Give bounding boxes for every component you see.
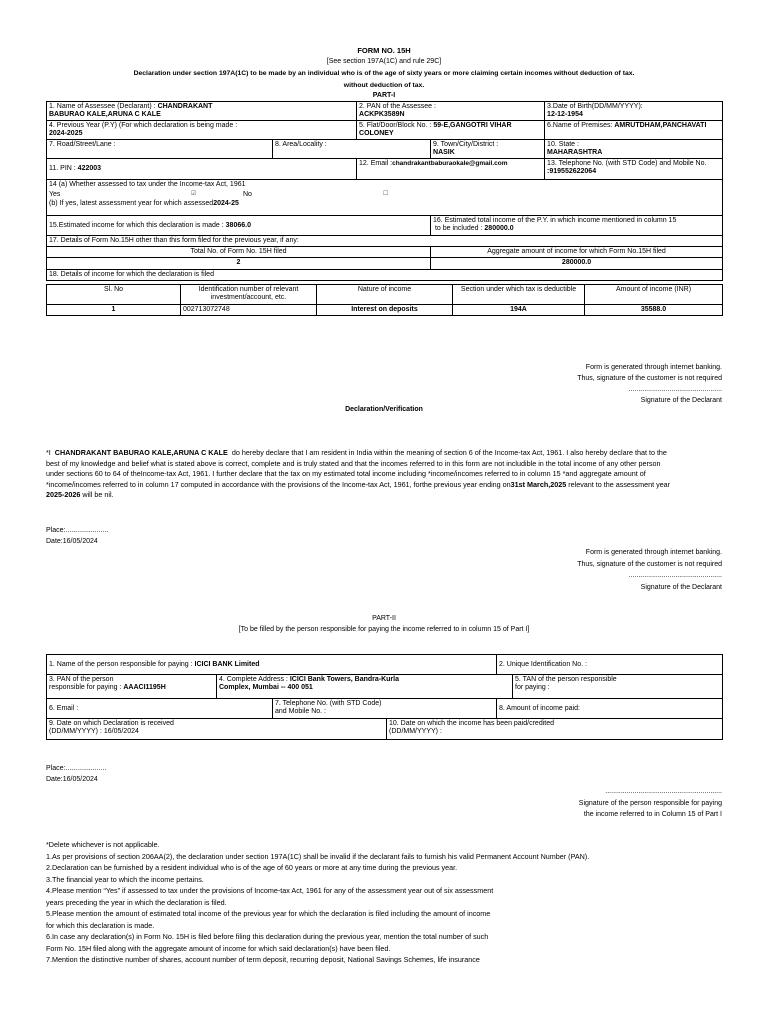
signature-not-required-note: Thus, signature of the customer is not required [577,560,722,568]
payer-email-cell [47,699,273,719]
dob-label: 3.Date of Birth(DD/MM/YYYY): [547,103,643,110]
row-amount: 35588.0 [585,305,723,316]
estimated-income-value: 38066.0 [225,221,251,229]
signature-dots: ................................................ [628,386,722,393]
previous-year-value: 2024-2025 [49,130,83,137]
uid-cell [497,655,723,675]
previous-year-cell [47,121,357,140]
row-nature: Interest on deposits [317,305,453,316]
pin-value: 422003 [77,165,102,172]
note-line: years preceding the year in which the declaration is filed. [46,897,227,907]
payer-pan-value: AAACI1195H [123,684,166,691]
assessed-yes-label: Yes [49,191,61,198]
col-nature: Nature of income [317,285,453,305]
verification-text-2: best of my knowledge and belief what is stated above is correct, complete and is truly stated and that the incomes referred to in this form are not includible in the total income of any other person [46,458,661,468]
note-line: 4.Please mention “Yes” if assessed to tax under the provisions of Income-tax Act, 1961 for any of the assessment year out of six assessment [46,886,494,895]
form-title: FORM NO. 15H [357,46,411,55]
payer-name-value: ICICI BANK Limited [194,660,260,668]
flat-value: 59-E,GANGOTRI VIHAR COLONEY [359,122,512,137]
signature-dots: ................................................ [628,572,722,579]
notes-section [46,839,726,966]
amount-paid-cell [497,699,723,719]
dob-cell [545,102,723,121]
place-label: Place:...................... [46,527,109,534]
part1-heading: PART-I [372,92,396,99]
assessment-year-value: 2024-25 [213,200,239,207]
verification-title: Declaration/Verification [345,406,423,413]
table-row [47,305,723,316]
email-cell [357,159,545,180]
road-cell [47,140,273,159]
pin-label: 11. PIN : [49,165,76,172]
payer-email-label: 6. Email : [49,704,79,712]
flat-cell [357,121,545,140]
assessee-name-value-a: CHANDRAKANT [157,103,213,110]
declarant-name: CHANDRAKANT BABURAO KALE,ARUNA C KALE [54,448,228,457]
signature-block-1 [577,362,722,406]
date-received-value: (DD/MM/YYYY) : 16/05/2024 [49,728,139,735]
section-reference: [See section 197A(1C) and rule 29C] [326,58,442,65]
note-line: 1.As per provisions of section 206AA(2), the declaration under section 197A(1C) shall be invalid if the declarant fails to furnish his valid Permanent Account Number (PAN). [46,851,590,861]
date-paid-label-b: (DD/MM/YYYY) : [389,728,442,735]
tan-cell [513,675,723,699]
note-line: 2.Declaration can be furnished by a resident individual who is of the age of 60 years or more at any time during the previous year. [46,863,458,872]
other-forms-cell [47,236,723,247]
telephone-value: :919552622064 [547,168,597,175]
total-income-cell [431,216,723,236]
email-label: 12. Email : [359,160,393,167]
area-label: 8. Area/Locality : [275,141,327,148]
state-cell [545,140,723,159]
note-line: 7.Mention the distinctive number of shares, account number of term deposit, recurring deposit, National Savings Schemes, life insurance [46,955,480,964]
pan-cell [357,102,545,121]
payer-telephone-label: 7. Telephone No. (with STD Code) [275,700,382,707]
payer-pan-label: 3. PAN of the person [49,676,114,683]
note-line: 6.In case any declaration(s) in Form No. 15H is filed before filing this declaration during the previous year, mention the total number of such [46,932,489,941]
verification-text-4b: relevant to the assessment year [568,479,671,489]
payer-pan-label-b: responsible for paying : [49,684,122,691]
assessment-year-label: (b) If yes, latest assessment year for which assessed [49,200,214,207]
assessee-name-label: 1. Name of Assessee (Declarant) : [49,103,156,110]
year-ending-date: 31st March,2025 [510,479,567,489]
telephone-label: 13. Telephone No. (with STD Code) and Mobile No. [547,160,707,167]
pin-cell [47,159,357,180]
other-forms-label: 17. Details of Form No.15H other than this form filed for the previous year, if any: [49,237,299,244]
signature-block-2 [577,547,722,593]
yes-checkbox-icon[interactable]: ☑ [191,191,197,197]
assessment-year: 2025-2026 [46,490,81,499]
town-label: 9. Town/City/District : [433,141,499,148]
star-i: *I [46,448,51,457]
row-identification: 002713072748 [181,305,317,316]
col-sl-no: Sl. No [47,285,181,305]
pan-value: ACKPK3589N [359,111,405,118]
state-value: MAHARASHTRA [547,149,603,156]
telephone-cell [545,159,723,180]
note-line: Form No. 15H filed along with the aggregate amount of income for which said declaration(s) have been filed. [46,943,391,953]
col-section: Section under which tax is deductible [453,285,585,305]
income-details-label: 18. Details of income for which the declaration is filed [49,271,214,278]
place-date-block-2 [46,763,106,785]
internet-banking-note: Form is generated through internet banking. [585,549,722,556]
signature-not-required-note: Thus, signature of the customer is not required [577,375,722,382]
signature-label: Signature of the Declarant [640,583,722,591]
aggregate-amount-header: Aggregate amount of income for which Form No.15H filed [431,247,723,258]
premises-label: 6.Name of Premises: [547,122,613,129]
email-value: chandrakantbaburaokale@gmail.com [392,160,508,167]
part2-subtitle: [To be filled by the person responsible for paying the income referred to in column 15 of Part I] [238,626,530,633]
date-received-cell [47,719,387,740]
payer-address-label: 4. Complete Address : [219,676,288,683]
assessed-question: 14 (a) Whether assessed to tax under the Income-tax Act, 1961 [49,181,246,188]
payer-address-cell [217,675,513,699]
payer-telephone-label-b: and Mobile No. : [275,708,326,715]
payer-signature-dots: ............................................................ [605,788,722,795]
declaration-heading: Declaration under section 197A(1C) to be made by an individual who is of the age of sixty years or more claiming certain incomes without deduction of tax. [133,70,635,77]
premises-value: AMRUTDHAM,PANCHAVATI [614,122,707,129]
amount-paid-label: 8. Amount of income paid: [499,704,580,712]
verification-text-3: under sections 60 to 64 of theIncome-tax Act, 1961. I further declare that the tax on my estimated total income including *income/incomes referred to in column 15 *and aggregate amount of [46,469,646,478]
tan-label: 5. TAN of the person responsible [515,676,617,683]
income-header-row [47,285,723,305]
town-value: NASIK [433,149,455,156]
income-details-cell [47,270,723,281]
assessed-no-label: No [243,191,252,198]
note-line: 3.The financial year to which the income pertains. [46,874,204,884]
total-income-label-b: to be included : [434,225,483,232]
signature-label: Signature of the Declarant [640,397,722,404]
payer-signature-label: Signature of the person responsible for paying [578,799,722,807]
verification-text-1: do hereby declare that I am resident in India within the meaning of section 6 of the Income-tax Act, 1961. I also hereby declare that to the [231,448,667,457]
date-paid-label: 10. Date on which the income has been paid/credited [389,720,554,727]
flat-label: 5. Flat/Door/Block No. : [359,122,432,129]
date-label: Date:16/05/2024 [46,538,98,545]
declaration-heading-cont: without deduction of tax. [343,82,425,89]
assessee-name-value-b: BABURAO KALE,ARUNA C KALE [49,111,161,118]
row-sl-no: 1 [47,305,181,316]
previous-year-label: 4. Previous Year (P.Y) (For which declaration is being made : [49,122,238,129]
date-received-label: 9. Date on which Declaration is received [49,720,174,727]
pan-label: 2. PAN of the Assessee : [359,103,436,110]
payer-address-value-a: ICICI Bank Towers, Bandra-Kurla [289,676,399,683]
col-identification: Identification number of relevant investment/account, etc. [181,285,317,305]
place-date-block-1 [46,525,108,547]
internet-banking-note: Form is generated through internet banking. [585,364,722,371]
verification-paragraph [46,448,722,501]
payer-signature-block [579,786,722,821]
col-amount: Amount of income (INR) [585,285,723,305]
verification-text-5: will be nil. [82,490,114,499]
payer-pan-cell [47,675,217,699]
payer-address-value-b: Complex, Mumbai -- 400 051 [219,684,313,691]
part1-table [46,101,723,281]
row-section: 194A [453,305,585,316]
road-label: 7. Road/Street/Lane : [49,141,116,148]
town-cell [431,140,545,159]
forms-filed-value: 2 [47,258,431,270]
no-checkbox-icon[interactable]: ☐ [383,191,389,197]
place-label: Place:..................... [46,765,107,772]
date-label: Date:16/05/2024 [46,776,98,783]
payer-name-cell [47,655,497,675]
dob-value: 12-12-1954 [547,111,583,118]
payer-name-label: 1. Name of the person responsible for paying : [49,660,193,668]
assessed-cell [47,180,723,216]
verification-text-4: *income/incomes referred to in column 17 computed in accordance with the provisions of the Income-tax Act, 1961, forthe previous year ending on [46,479,511,489]
payer-telephone-cell [273,699,497,719]
uid-label: 2. Unique Identification No. : [499,660,587,668]
estimated-income-label: 15.Estimated income for which this declaration is made : [49,221,224,229]
payer-signature-label-b: the income referred to in Column 15 of Part I [583,811,722,818]
aggregate-amount-value: 280000.0 [431,258,723,270]
note-line: 5.Please mention the amount of estimated total income of the previous year for which the declaration is filed including the amount of income [46,909,491,918]
date-paid-cell [387,719,723,740]
part2-heading: PART-II [372,615,396,622]
forms-filed-header: Total No. of Form No. 15H filed [47,247,431,258]
income-details-table [46,284,723,316]
tan-label-b: for paying : [515,684,550,691]
estimated-income-cell [47,216,431,236]
state-label: 10. State : [547,141,579,148]
note-line: *Delete whichever is not applicable. [46,840,160,849]
part2-table [46,654,723,740]
total-income-value: 280000.0 [484,225,514,232]
area-cell [273,140,431,159]
assessee-name-cell [47,102,357,121]
note-line: for which this declaration is made. [46,920,155,930]
total-income-label: 16. Estimated total income of the P.Y. in which income mentioned in column 15 [433,217,677,224]
premises-cell [545,121,723,140]
